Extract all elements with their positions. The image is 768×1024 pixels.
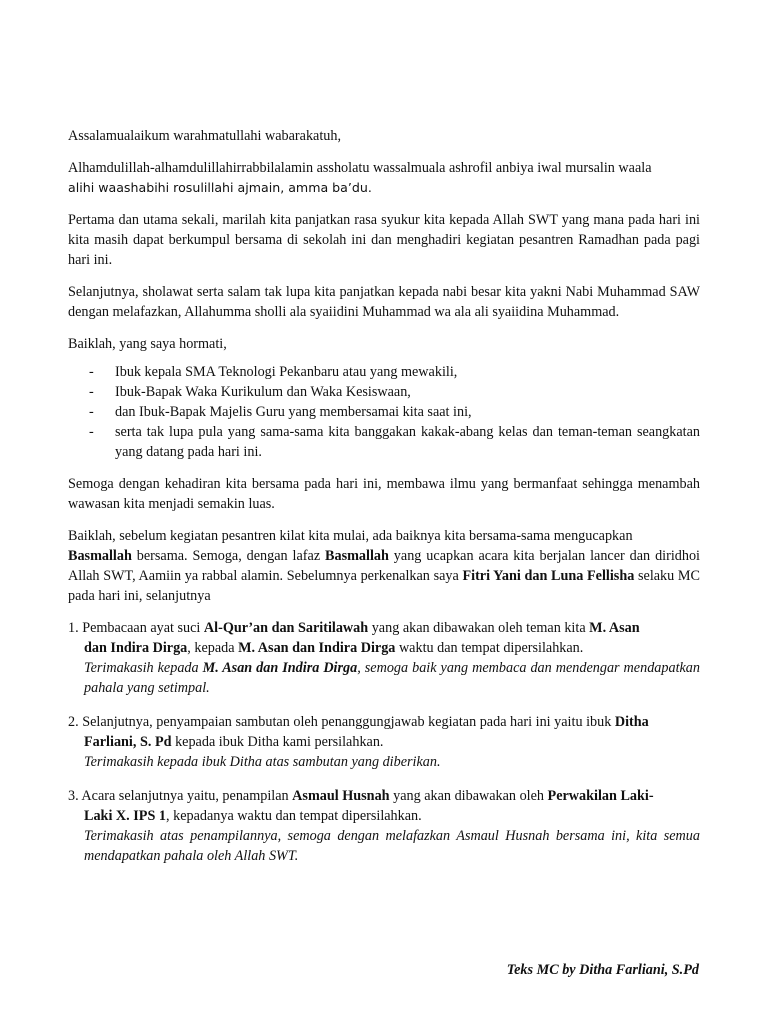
sholawat-paragraph: Selanjutnya, sholawat serta salam tak lupa kita panjatkan kepada nabi besar kita yakni Nabi Muhammad SAW dengan melafazkan, Allahumma sholli ala syaiidini Muhammad wa ala ali syaiidina Muhammad. [68, 284, 700, 320]
list-item: - serta tak lupa pula yang sama-sama kita banggakan kakak-abang kelas dan teman-teman seangkatan yang datang pada hari ini. [89, 424, 700, 460]
list-item: - Ibuk-Bapak Waka Kurikulum dan Waka Kesiswaan, [89, 384, 411, 400]
hope-paragraph: Semoga dengan kehadiran kita bersama pada hari ini, membawa ilmu yang bermanfaat sehingga menambah wawasan kita menjadi semakin luas. [68, 476, 700, 512]
list-dash: - [89, 404, 94, 420]
opening-main: Alhamdulillah-alhamdulillahirrabbilalamin assholatu wassalmuala ashrofil anbiya iwal mursalin waala [68, 160, 652, 176]
list-dash: - [89, 364, 94, 380]
basmallah-paragraph: Baiklah, sebelum kegiatan pesantren kilat kita mulai, ada baiknya kita bersama-sama mengucapkan Basmallah bersama. Semoga, dengan lafaz Basmallah yang ucapkan acara kita berjalan lancer dan diridhoi Allah SWT, Aamiin ya rabbal alamin. Sebelumnya perkenalkan saya Fitri Yani dan Luna Fellisha selaku MC pada hari ini, selanjutnya [68, 528, 700, 604]
agenda-item-2: 2. Selanjutnya, penyampaian sambutan oleh penanggungjawab kegiatan pada hari ini yaitu ibuk Ditha Farliani, S. Pd kepada ibuk Ditha kami persilahkan. Terimakasih kepada ibuk Ditha atas sambutan yang diberikan. [68, 712, 700, 772]
document-body [68, 126, 700, 880]
respect-list [68, 362, 700, 462]
footer-credit: Teks MC by Ditha Farliani, S.Pd [506, 962, 699, 978]
greeting: Assalamualaikum warahmatullahi wabarakatuh, [68, 128, 342, 144]
agenda-item-1: 1. Pembacaan ayat suci Al-Qur’an dan Saritilawah yang akan dibawakan oleh teman kita M. Asan dan Indira Dirga, kepada M. Asan dan Indira Dirga waktu dan tempat dipersilahkan. Terimakasih kepada M. Asan dan Indira Dirga, semoga baik yang membaca dan mendengar mendapatkan pahala yang setimpal. [68, 620, 700, 696]
agenda-2-thanks: Terimakasih kepada ibuk Ditha atas sambutan yang diberikan. [84, 754, 441, 770]
gratitude-paragraph: Pertama dan utama sekali, marilah kita panjatkan rasa syukur kita kepada Allah SWT yang mana pada hari ini kita masih dapat berkumpul bersama di sekolah ini dan menghadiri kegiatan pesantren Ramadhan pada pagi hari ini. [68, 212, 700, 268]
respect-intro: Baiklah, yang saya hormati, [68, 336, 227, 352]
opening-tail: alihi waashabihi rosulillahi ajmain, amma ba’du. [68, 180, 372, 195]
agenda-item-3: 3. Acara selanjutnya yaitu, penampilan Asmaul Husnah yang akan dibawakan oleh Perwakilan Laki- Laki X. IPS 1, kepadanya waktu dan tempat dipersilahkan. Terimakasih atas penampilannya, semoga dengan melafazkan Asmaul Husnah bersama ini, kita semua mendapatkan pahala oleh Allah SWT. [68, 788, 700, 864]
agenda-1-thanks: Terimakasih kepada M. Asan dan Indira Dirga, semoga baik yang membaca dan mendengar mendapatkan pahala yang setimpal. [84, 660, 700, 696]
list-item: - Ibuk kepala SMA Teknologi Pekanbaru atau yang mewakili, [89, 364, 458, 380]
list-dash: - [89, 384, 94, 400]
list-dash: - [89, 424, 94, 440]
opening-paragraph [68, 158, 700, 198]
list-item: - dan Ibuk-Bapak Majelis Guru yang membersamai kita saat ini, [89, 404, 472, 420]
agenda-3-thanks: Terimakasih atas penampilannya, semoga dengan melafazkan Asmaul Husnah bersama ini, kita semua mendapatkan pahala oleh Allah SWT. [84, 828, 700, 864]
